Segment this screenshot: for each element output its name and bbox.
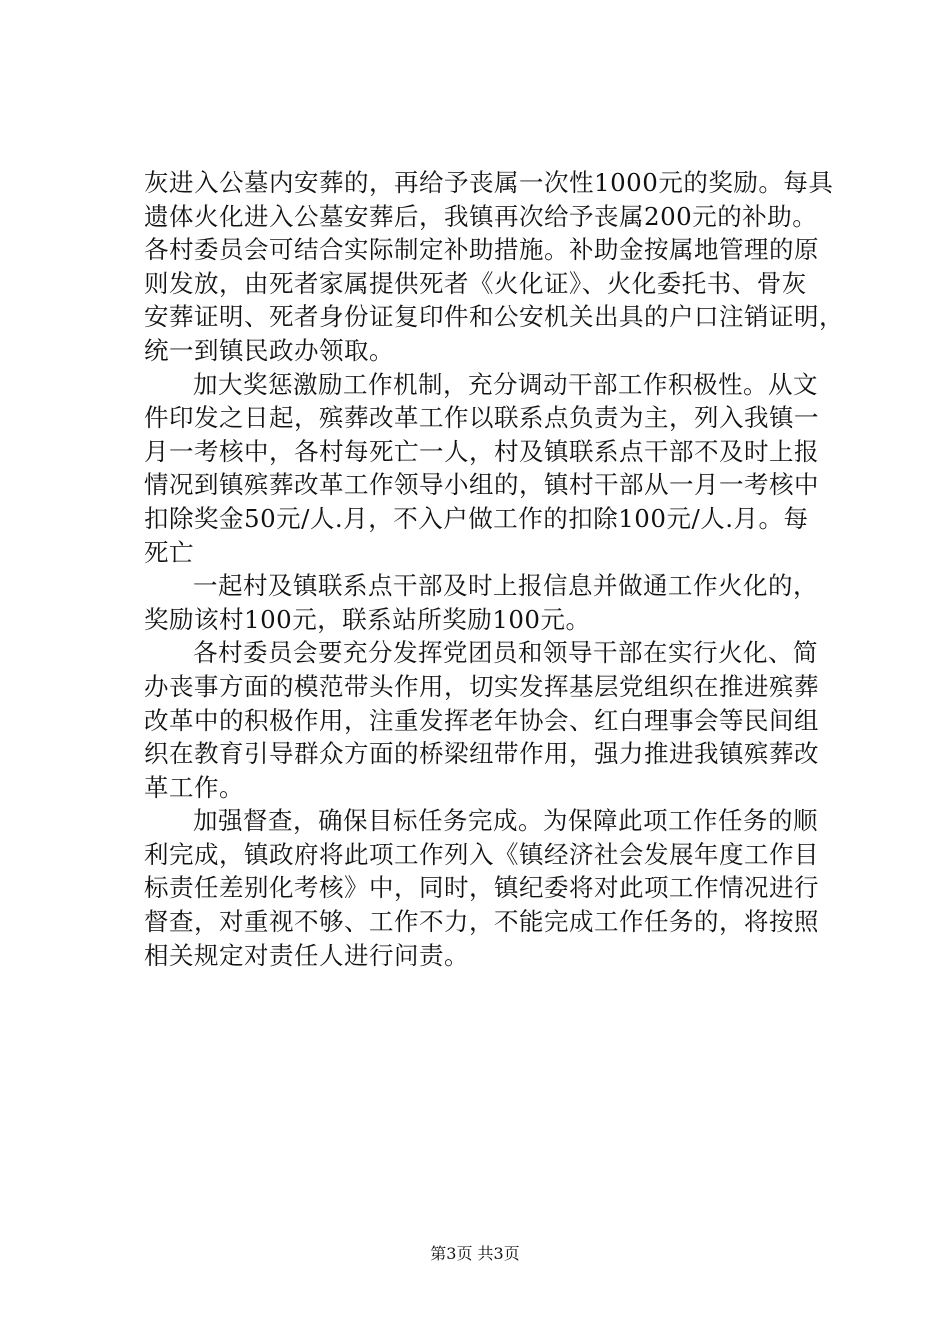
text-line: 办丧事方面的模范带头作用，切实发挥基层党组织在推进殡葬 bbox=[144, 671, 819, 701]
text-line: 统一到镇民政办领取。 bbox=[144, 335, 394, 365]
text-line: 则发放，由死者家属提供死者《火化证》、火化委托书、骨灰 bbox=[144, 268, 807, 298]
text-line: 一起村及镇联系点干部及时上报信息并做通工作火化的， bbox=[193, 571, 818, 601]
text-line: 情况到镇殡葬改革工作领导小组的，镇村干部从一月一考核中 bbox=[144, 470, 819, 500]
text-line: 织在教育引导群众方面的桥梁纽带作用，强力推进我镇殡葬改 bbox=[144, 739, 819, 769]
text-line: 加大奖惩激励工作机制，充分调动干部工作积极性。从文 bbox=[193, 369, 818, 399]
text-line: 利完成，镇政府将此项工作列入《镇经济社会发展年度工作目 bbox=[144, 839, 819, 869]
text-line: 加强督查，确保目标任务完成。为保障此项工作任务的顺 bbox=[193, 806, 818, 836]
text-line: 遗体火化进入公墓安葬后，我镇再次给予丧属200元的补助。 bbox=[144, 201, 818, 231]
document-body bbox=[144, 166, 844, 972]
text-line: 扣除奖金50元/人.月，不入户做工作的扣除100元/人.月。每 bbox=[144, 503, 809, 533]
text-line: 相关规定对责任人进行问责。 bbox=[144, 940, 469, 970]
text-line: 灰进入公墓内安葬的，再给予丧属一次性1000元的奖励。每具 bbox=[144, 168, 834, 197]
text-line: 月一考核中，各村每死亡一人，村及镇联系点干部不及时上报 bbox=[144, 436, 819, 466]
text-line: 各村委员会可结合实际制定补助措施。补助金按属地管理的原 bbox=[144, 235, 819, 265]
text-line: 督查，对重视不够、工作不力，不能完成工作任务的，将按照 bbox=[144, 907, 819, 937]
text-line: 改革中的积极作用，注重发挥老年协会、红白理事会等民间组 bbox=[144, 705, 819, 735]
text-line: 各村委员会要充分发挥党团员和领导干部在实行火化、简 bbox=[193, 638, 818, 668]
text-line: 件印发之日起，殡葬改革工作以联系点负责为主，列入我镇一 bbox=[144, 403, 819, 433]
text-line: 奖励该村100元，联系站所奖励100元。 bbox=[144, 604, 591, 634]
page-footer: 第3页 共3页 bbox=[430, 1244, 520, 1263]
text-line: 死亡 bbox=[144, 537, 194, 567]
text-line: 安葬证明、死者身份证复印件和公安机关出具的户口注销证明， bbox=[144, 302, 844, 332]
text-line: 标责任差别化考核》中，同时，镇纪委将对此项工作情况进行 bbox=[144, 873, 819, 903]
text-line: 革工作。 bbox=[144, 772, 244, 802]
